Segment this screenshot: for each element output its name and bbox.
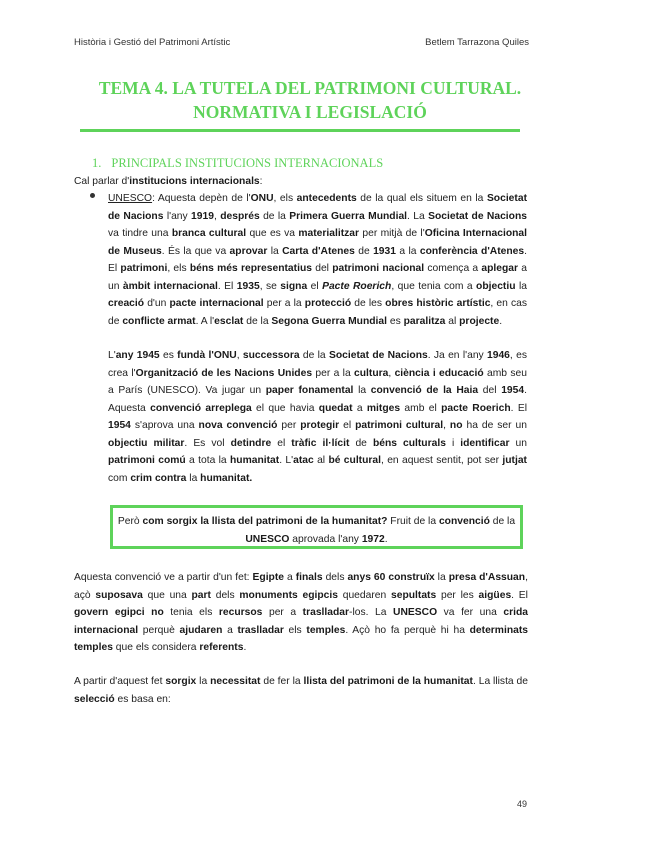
bold-term: 1919 <box>191 210 214 222</box>
bold-term: materialitzar <box>298 228 360 239</box>
text-run: . A l' <box>195 315 215 327</box>
text-run: perquè <box>138 624 180 636</box>
bold-term: esclat <box>214 315 244 327</box>
bold-term: béns més representatius <box>189 263 312 274</box>
intro-suffix: : <box>259 176 263 187</box>
header-author: Betlem Tarrazona Quiles <box>425 37 529 48</box>
text-run: l'any <box>163 210 192 222</box>
text-run: de la qual els situem en la <box>356 193 487 204</box>
bold-term: conferència d'Atenes <box>419 245 525 257</box>
bold-term: successora <box>242 350 300 361</box>
text-run: de la <box>243 315 272 327</box>
bold-term: crim contra <box>130 472 187 484</box>
bold-term: crida internacional <box>74 607 528 636</box>
text-run: la <box>353 385 371 396</box>
text-run: , en aquest sentit, pot ser <box>381 455 503 466</box>
text-run: el que havia <box>251 402 319 414</box>
bold-term: convenció arreplega <box>150 402 252 414</box>
text-run: a <box>284 572 296 583</box>
text-run: de <box>354 245 374 257</box>
text-run: . La llista de <box>472 676 528 687</box>
bold-term: projecte <box>459 315 500 327</box>
bold-term: obres històric artístic <box>385 298 491 309</box>
text-run: -los. La <box>349 607 394 618</box>
bold-term: jutjat <box>502 455 527 466</box>
bold-term: necessitat <box>210 676 261 687</box>
text-run: dels <box>322 572 348 583</box>
bold-term: presa d'Assuan <box>448 572 526 583</box>
text-run: , els <box>273 193 297 204</box>
text-run: de <box>349 437 373 449</box>
text-run: del <box>311 263 333 274</box>
bold-term: àmbit internacional <box>122 280 218 292</box>
bold-term: objectiu <box>476 280 516 292</box>
bold-term: anys 60 <box>347 572 386 583</box>
bold-term: mitges <box>366 402 401 414</box>
text-run: un <box>509 437 527 449</box>
bold-term: selecció <box>74 693 115 705</box>
text-run: tenia els <box>163 607 219 618</box>
bold-term: Societat de Nacions <box>428 210 527 222</box>
bold-term: sorgix <box>165 676 197 687</box>
text-run: el <box>339 420 356 431</box>
highlight-box <box>110 505 523 549</box>
text-run: s'aprova una <box>130 420 199 431</box>
bold-term: suposava <box>95 589 143 601</box>
bullet-paragraph-unesco <box>108 190 527 330</box>
bold-term: humanitat. <box>200 472 253 484</box>
bold-term: aplegar <box>481 263 519 274</box>
text-run: L' <box>108 350 116 361</box>
text-run: va fer una <box>437 607 504 618</box>
bold-term: pacte Roerich <box>441 402 511 414</box>
bold-term: no <box>449 420 463 431</box>
text-run: ha de ser un <box>462 420 527 431</box>
bold-term: béns culturals <box>372 437 446 449</box>
text-run: , en cas de <box>108 298 528 327</box>
bullet-paragraph-onu <box>108 347 527 487</box>
bold-term: atac <box>293 455 314 466</box>
bold-term: després <box>220 210 260 222</box>
bold-term: Segona Guerra Mundial <box>271 315 387 327</box>
text-run: , que tenia com a <box>391 280 477 292</box>
text-run: el <box>307 280 323 292</box>
text-run: el <box>271 437 292 449</box>
bold-term: traslladar <box>237 624 284 636</box>
bold-term: sepultats <box>391 589 437 601</box>
text-run: : Aquesta depèn de l' <box>152 193 251 204</box>
bold-term: 1954 <box>501 385 525 396</box>
text-run: quedaren <box>337 589 391 601</box>
bold-term: temples <box>306 624 346 636</box>
text-run: a <box>222 624 238 636</box>
section-number: 1. <box>92 156 102 170</box>
bold-term: 1935 <box>236 280 260 292</box>
text-run: , <box>236 350 243 361</box>
text-run: per a la <box>312 367 355 379</box>
bold-term: antecedents <box>296 193 357 204</box>
bold-term: com sorgix la llista del patrimoni de la humanitat? <box>142 516 388 527</box>
text-run: . Aquesta <box>108 385 527 414</box>
intro-text <box>74 176 263 187</box>
bold-term: patrimoni cultural <box>355 420 444 431</box>
bullet-icon <box>90 193 95 198</box>
bold-term: Egipte <box>252 572 284 583</box>
bold-term: patrimoni comú <box>108 455 186 466</box>
text-run: de la <box>259 210 290 222</box>
bold-term: creació <box>108 298 145 309</box>
text-run: aprovada l'any <box>289 533 362 545</box>
bold-term: recursos <box>218 607 263 618</box>
bold-term: ciència i educació <box>394 367 484 379</box>
title-divider <box>80 129 520 132</box>
text-run: la <box>515 280 527 292</box>
bold-term: fundà l'ONU <box>177 350 237 361</box>
bold-term: tràfic il·lícit <box>291 437 350 449</box>
text-run: . El <box>511 589 528 601</box>
text-run: amb el <box>400 402 442 414</box>
bold-term: paper fonamental <box>265 385 354 396</box>
bold-term: monuments egipcis <box>239 589 338 601</box>
text-run: al <box>445 315 460 327</box>
bold-term: ajudaren <box>179 624 223 636</box>
bold-term: patrimoni <box>120 263 168 274</box>
bold-term: ONU <box>250 193 274 204</box>
text-run: A partir d'aquest fet <box>74 676 166 687</box>
text-run: es basa en: <box>114 693 171 705</box>
text-run: , se <box>259 280 281 292</box>
bold-term: conflicte armat <box>122 315 196 327</box>
text-run: . L' <box>279 455 294 466</box>
text-run: per <box>277 420 301 431</box>
bold-term: detindre <box>230 437 272 449</box>
text-run: per a <box>262 607 303 618</box>
bold-term: bé cultural <box>328 455 381 466</box>
bold-term: cultura <box>354 367 389 379</box>
text-run: . La <box>407 210 429 222</box>
bold-term: determinats temples <box>74 624 528 653</box>
text-run: , es crea l' <box>108 350 527 379</box>
bold-term: Societat de Nacions <box>108 193 527 222</box>
text-run: . És la que va <box>161 245 230 257</box>
text-run: del <box>478 385 502 396</box>
text-run: que es va <box>246 228 299 239</box>
text-run: Aquesta convenció ve a partir d'un fet: <box>74 572 253 583</box>
page-number: 49 <box>516 799 527 809</box>
bold-term: nova convenció <box>198 420 278 431</box>
bold-term: Carta d'Atenes <box>282 245 355 257</box>
bold-term: 1931 <box>373 245 396 257</box>
header-course: Història i Gestió del Patrimoni Artístic <box>74 37 231 48</box>
bold-term: objectiu militar <box>108 437 185 449</box>
section-heading <box>92 156 383 171</box>
bold-term: llista del patrimoni de la humanitat <box>303 676 473 687</box>
bold-term: referents <box>199 642 244 653</box>
bold-term: identificar <box>460 437 510 449</box>
text-run: , <box>443 420 450 431</box>
bold-term: convenció de la Haia <box>370 385 479 396</box>
bold-term: quedat <box>318 402 353 414</box>
text-run: per les <box>436 589 479 601</box>
text-run: de la <box>299 350 329 361</box>
text-run: , <box>388 367 395 379</box>
text-run: a un <box>108 263 528 292</box>
bold-term: branca cultural <box>171 228 247 239</box>
bold-term: protecció <box>304 298 352 309</box>
bold-term: UNESCO <box>393 607 438 618</box>
bold-term: construïx <box>388 572 435 583</box>
bold-term: 1954 <box>108 420 131 431</box>
text-run: amb seu a París (UNESCO). Va jugar un <box>108 367 527 396</box>
text-run: . El <box>217 280 237 292</box>
bold-term: aprovar <box>229 245 268 257</box>
text-run: la <box>434 572 449 583</box>
text-run: . <box>499 315 503 327</box>
bold-term: humanitat <box>230 455 280 466</box>
bold-term: any 1945 <box>115 350 160 361</box>
text-run: la <box>196 676 211 687</box>
text-run: va tindre una <box>108 228 172 239</box>
text-run: dels <box>210 589 240 601</box>
section-title: PRINCIPALS INSTITUCIONS INTERNACIONALS <box>111 156 384 170</box>
text-run: al <box>313 455 329 466</box>
text-run: a la <box>396 245 420 257</box>
text-run: . El <box>108 245 527 274</box>
intro-bold: institucions internacionals <box>129 176 260 187</box>
text-run: els <box>283 624 307 636</box>
bold-term: pacte internacional <box>169 298 264 309</box>
text-run: . Ja en l'any <box>427 350 487 361</box>
page-title <box>70 76 550 124</box>
text-run: d'un <box>144 298 170 309</box>
bold-term: signa <box>280 280 308 292</box>
bold-term: convenció <box>438 516 490 527</box>
text-run: es <box>159 350 178 361</box>
title-line-1: TEMA 4. LA TUTELA DEL PATRIMONI CULTURAL. <box>98 78 522 98</box>
bold-term: protegir <box>300 420 340 431</box>
bold-italic-term: Pacte Roerich <box>322 280 392 292</box>
text-run: que una <box>142 589 192 601</box>
text-run: , <box>213 210 221 222</box>
text-run: per mitjà de l' <box>359 228 425 239</box>
text-run: de fer la <box>260 676 304 687</box>
text-run: a <box>352 402 367 414</box>
bold-term: paralitza <box>403 315 446 327</box>
text-run: com <box>108 472 131 484</box>
text-run: . El <box>510 402 527 414</box>
text-run: es <box>387 315 404 327</box>
bold-term: part <box>191 589 211 601</box>
paragraph-assuan <box>74 569 528 657</box>
bold-term: traslladar <box>302 607 350 618</box>
bold-term: Oficina Internacional de Museus <box>108 228 528 257</box>
bold-term: patrimoni nacional <box>332 263 425 274</box>
text-run: la <box>267 245 283 257</box>
text-run: , açò <box>74 572 528 601</box>
text-run: Però <box>117 516 143 527</box>
bold-term: Primera Guerra Mundial <box>289 210 408 222</box>
bold-term: Societat de Nacions <box>328 350 428 361</box>
text-run: Fruit de la <box>387 516 439 527</box>
text-run: , els <box>167 263 190 274</box>
text-run: per a la <box>263 298 305 309</box>
bold-term: UNESCO <box>245 533 290 545</box>
bold-term: finals <box>295 572 323 583</box>
text-run: . Açò ho fa perquè hi ha <box>345 624 470 636</box>
bold-term: 1946 <box>487 350 510 361</box>
underlined-term: UNESCO <box>108 193 153 204</box>
bold-term: Organització de les Nacions Unides <box>135 367 313 379</box>
intro-prefix: Cal parlar d' <box>74 176 130 187</box>
text-run: . <box>384 533 388 545</box>
bold-term: 1972 <box>361 533 385 545</box>
paragraph-llista <box>74 673 528 708</box>
text-run: . <box>243 642 247 653</box>
bold-term: govern egipci no <box>74 607 164 618</box>
text-run: de la <box>489 516 516 527</box>
text-run: comença a <box>424 263 482 274</box>
text-run: . Es vol <box>184 437 231 449</box>
text-run: que els considera <box>112 642 200 653</box>
text-run: la <box>186 472 201 484</box>
text-run: i <box>445 437 461 449</box>
text-run: de les <box>351 298 386 309</box>
title-line-2: NORMATIVA I LEGISLACIÓ <box>193 102 427 122</box>
bold-term: aigües <box>478 589 512 601</box>
text-run: a tota la <box>185 455 231 466</box>
